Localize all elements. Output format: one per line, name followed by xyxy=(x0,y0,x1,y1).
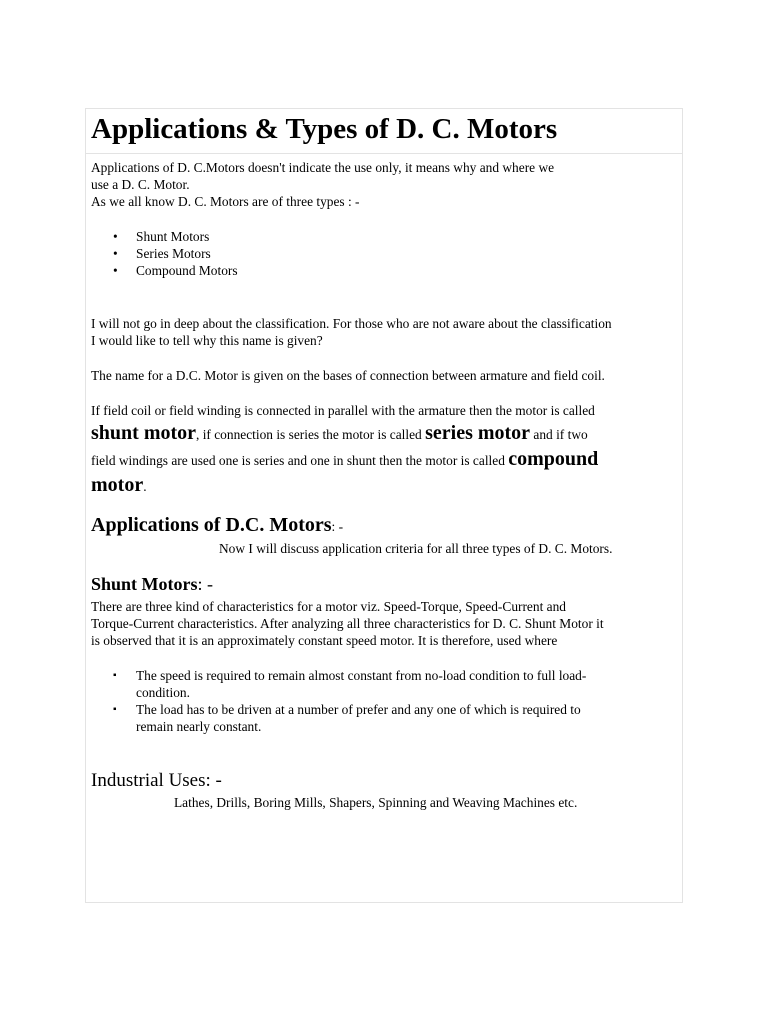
definition-line-3: field windings are used one is series and one in shunt then the motor is called compound xyxy=(91,448,599,470)
motor-types-list xyxy=(91,228,238,279)
classification-line-1: I will not go in deep about the classification. For those who are not aware about the classification xyxy=(91,316,612,331)
definition-line-1: If field coil or field winding is connected in parallel with the armature then the motor is called xyxy=(91,403,595,418)
applications-heading: Applications of D.C. Motors: - xyxy=(91,514,344,536)
intro-line-1: Applications of D. C.Motors doesn't indicate the use only, it means why and where we xyxy=(91,160,555,175)
list-item: • Series Motors xyxy=(113,246,211,261)
applications-subtitle: Now I will discuss application criteria for all three types of D. C. Motors. xyxy=(219,541,613,556)
intro-line-3: As we all know D. C. Motors are of three types : - xyxy=(91,194,360,209)
bullet-icon: • xyxy=(113,229,118,244)
shunt-line-3: is observed that it is an approximately constant speed motor. It is therefore, used where xyxy=(91,633,558,648)
bullet-icon: • xyxy=(113,246,118,261)
shunt-conditions-list xyxy=(91,667,586,735)
bullet-icon: • xyxy=(113,263,118,278)
definition-line-4: motor. xyxy=(91,474,147,496)
list-item: ▪ The load has to be driven at a number of prefer and any one of which is required to remain nearly constant. xyxy=(113,702,581,734)
list-item: ▪ The speed is required to remain almost constant from no-load condition to full load- condition. xyxy=(113,668,587,700)
shunt-line-2: Torque-Current characteristics. After analyzing all three characteristics for D. C. Shunt Motor it xyxy=(91,616,604,631)
motor-term: motor xyxy=(91,474,144,496)
list-item: • Compound Motors xyxy=(113,263,238,278)
shunt-motor-term: shunt motor xyxy=(91,422,197,444)
industrial-uses: Lathes, Drills, Boring Mills, Shapers, Spinning and Weaving Machines etc. xyxy=(174,795,578,810)
intro-line-2: use a D. C. Motor. xyxy=(91,177,190,192)
compound-term: compound xyxy=(508,448,599,470)
classification-line-2: I would like to tell why this name is given? xyxy=(91,333,323,348)
list-item: • Shunt Motors xyxy=(113,229,210,244)
definition-line-2: shunt motor, if connection is series the motor is called series motor and if two xyxy=(91,422,588,444)
page-title: Applications & Types of D. C. Motors xyxy=(91,113,558,145)
shunt-line-1: There are three kind of characteristics for a motor viz. Speed-Torque, Speed-Current and xyxy=(91,599,566,614)
industrial-heading: Industrial Uses: - xyxy=(91,770,222,791)
series-motor-term: series motor xyxy=(425,422,531,444)
square-bullet-icon: ▪ xyxy=(113,670,117,681)
naming-paragraph: The name for a D.C. Motor is given on the bases of connection between armature and field coil. xyxy=(91,368,605,383)
square-bullet-icon: ▪ xyxy=(113,704,117,715)
shunt-heading: Shunt Motors: - xyxy=(91,574,214,594)
